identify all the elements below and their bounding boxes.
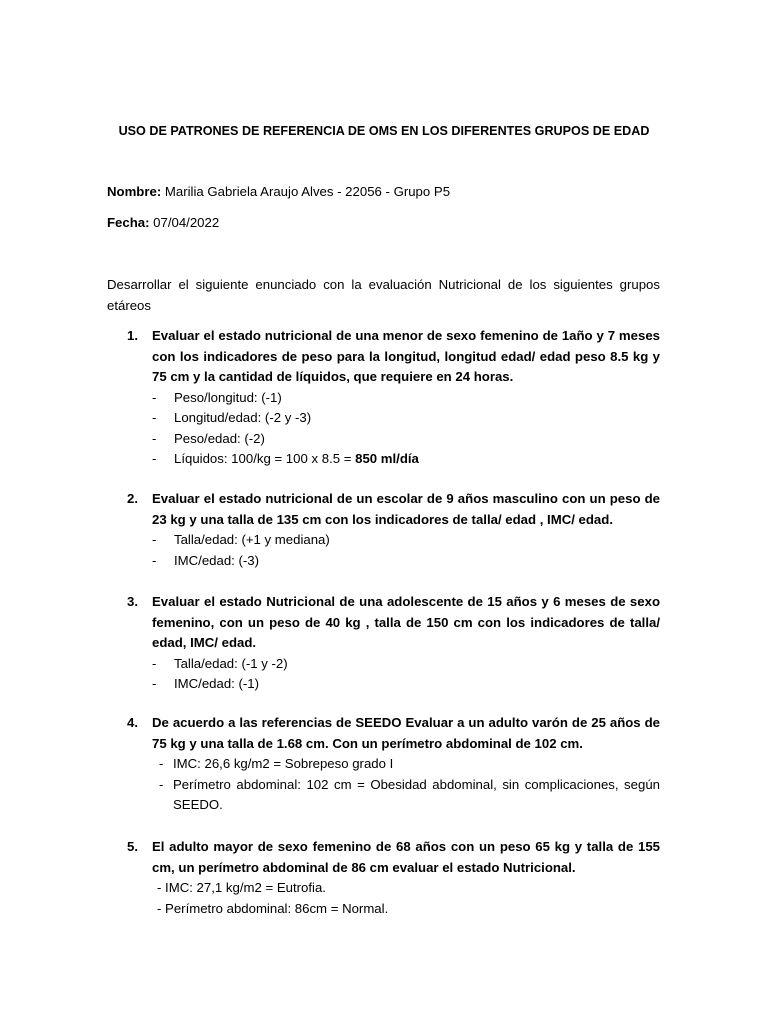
list-item (152, 530, 660, 551)
question-4 (127, 713, 660, 816)
question-3 (127, 592, 660, 695)
question-number: 2. (127, 491, 138, 506)
answer-text: Talla/edad: (+1 y mediana) (174, 532, 330, 547)
list-item (152, 551, 660, 572)
answer-list (157, 878, 660, 919)
list-item (152, 449, 660, 470)
question-number: 1. (127, 328, 138, 343)
answer-text: Longitud/edad: (-2 y -3) (174, 410, 312, 425)
question-text: Evaluar el estado nutricional de un escolar de 9 años masculino con un peso de 23 kg y una talla de 135 cm con los indicadores de talla/ edad , IMC/ edad. (152, 491, 660, 527)
dash-bullet-icon: - (159, 776, 164, 792)
document-title: USO DE PATRONES DE REFERENCIA DE OMS EN LOS DIFERENTES GRUPOS DE EDAD (118, 124, 650, 138)
dash-bullet-icon: - (152, 655, 157, 671)
dash-bullet-icon: - (152, 676, 157, 691)
dash-bullet-icon: - (152, 410, 157, 425)
list-item (157, 899, 660, 920)
question-text: De acuerdo a las referencias de SEEDO Evaluar a un adulto varón de 25 años de 75 kg y una talla de 1.68 cm. Con un perímetro abdominal de 102 cm. (152, 715, 660, 751)
answer-result: 850 ml/día (355, 451, 419, 466)
question-number: 3. (127, 594, 138, 609)
answer-text: Peso/edad: (-2) (174, 430, 265, 446)
list-item (152, 429, 660, 450)
list-item (159, 775, 660, 816)
answer-list (159, 754, 660, 816)
fecha-label: Fecha: (107, 215, 150, 230)
answer-text: Talla/edad: (-1 y -2) (174, 655, 288, 671)
answer-text: IMC: 26,6 kg/m2 = Sobrepeso grado I (173, 756, 394, 771)
dash-bullet-icon: - (152, 389, 157, 405)
question-number: 4. (127, 715, 138, 730)
nombre-label: Nombre: (107, 184, 162, 199)
list-item (157, 878, 660, 899)
answer-text: Perímetro abdominal: 102 cm = Obesidad abdominal, sin complicaciones, según SEEDO. (173, 776, 660, 812)
list-item (152, 408, 660, 429)
answer-list (152, 388, 660, 470)
answer-text: Líquidos: 100/kg = 100 x 8.5 = (174, 451, 356, 466)
list-item (152, 654, 660, 675)
question-5 (127, 837, 660, 919)
list-item (152, 674, 660, 695)
list-item (152, 388, 660, 409)
question-2 (127, 489, 660, 571)
dash-bullet-icon: - (159, 756, 164, 771)
dash-bullet-icon: - (152, 451, 157, 466)
question-1 (127, 326, 660, 470)
nombre-line (107, 182, 450, 203)
answer-text: - IMC: 27,1 kg/m2 = Eutrofia. (157, 880, 326, 895)
question-text: Evaluar el estado Nutricional de una adolescente de 15 años y 6 meses de sexo femenino, con un peso de 40 kg , talla de 150 cm con los indicadores de talla/ edad, IMC/ edad. (152, 594, 660, 650)
nombre-value: Marilia Gabriela Araujo Alves - 22056 - Grupo P5 (161, 184, 451, 199)
list-item (159, 754, 660, 775)
answer-text: Peso/longitud: (-1) (174, 389, 282, 405)
dash-bullet-icon: - (152, 532, 157, 547)
fecha-line (107, 213, 219, 234)
answer-list (152, 654, 660, 695)
question-number: 5. (127, 839, 138, 854)
answer-text: IMC/edad: (-1) (174, 676, 260, 691)
dash-bullet-icon: - (152, 552, 157, 568)
question-text: Evaluar el estado nutricional de una menor de sexo femenino de 1año y 7 meses con los indicadores de peso para la longitud, longitud edad/ edad peso 8.5 kg y 75 cm y la cantidad de líquidos, que requiere en 24 horas. (152, 328, 660, 384)
intro-paragraph: Desarrollar el siguiente enunciado con la evaluación Nutricional de los siguientes grupos etáreos (107, 277, 660, 313)
fecha-value: 07/04/2022 (149, 215, 220, 230)
dash-bullet-icon: - (152, 430, 157, 446)
answer-text: - Perímetro abdominal: 86cm = Normal. (157, 900, 389, 916)
question-text: El adulto mayor de sexo femenino de 68 años con un peso 65 kg y talla de 155 cm, un perímetro abdominal de 86 cm evaluar el estado Nutricional. (152, 839, 660, 875)
answer-text: IMC/edad: (-3) (174, 552, 260, 568)
answer-list (152, 530, 660, 571)
